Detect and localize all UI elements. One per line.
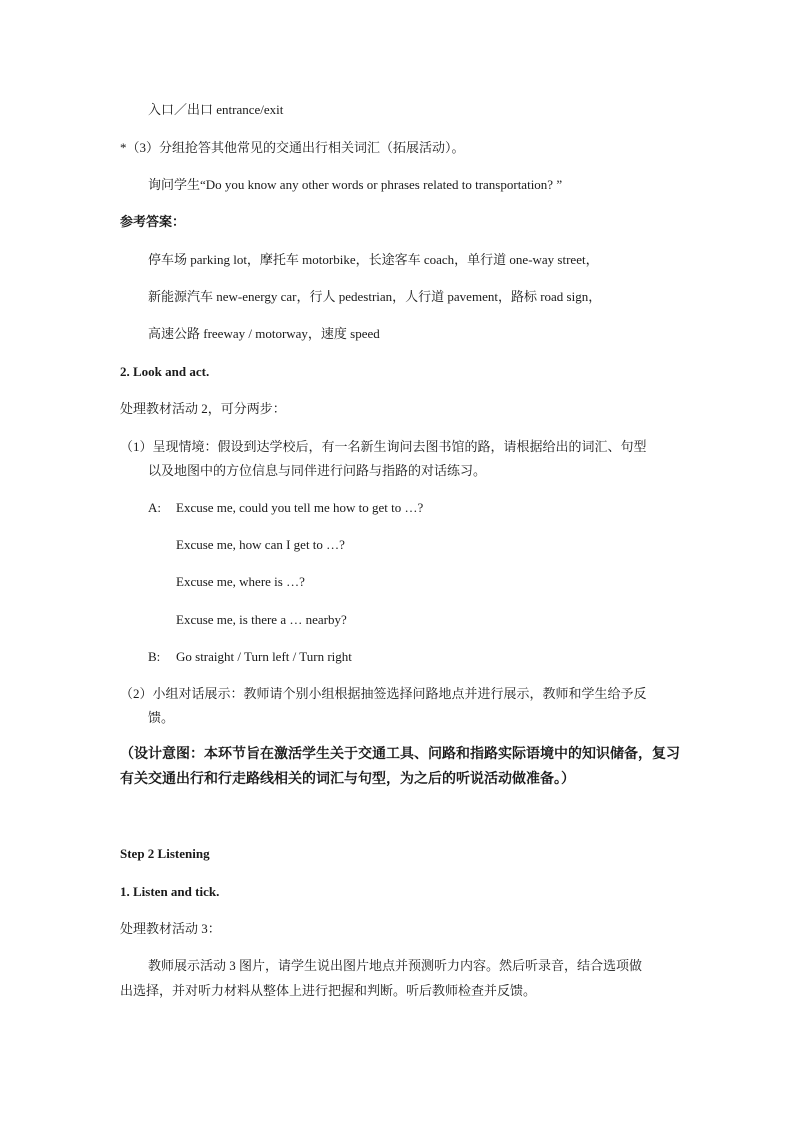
step-2-listening-heading: Step 2 Listening — [120, 846, 210, 861]
step-1-scenario-cont: 以及地图中的方位信息与同伴进行问路与指路的对话练习。 — [148, 463, 487, 478]
sentence-pattern-2: Excuse me, how can I get to …? — [176, 537, 345, 552]
vocab-line-2: 新能源汽车 new-energy car，行人 pedestrian，人行道 pavement，路标 road sign， — [148, 289, 602, 304]
sentence-pattern-directions: Go straight / Turn left / Turn right — [176, 649, 352, 664]
sentence-pattern-3: Excuse me, where is …? — [176, 574, 305, 589]
activity-3-instructions-cont: 出选择，并对听力材料从整体上进行把握和判断。听后教师检查并反馈。 — [120, 983, 537, 998]
reference-answers-heading: 参考答案： — [120, 214, 186, 229]
design-intent-line-2: 有关交通出行和行走路线相关的词汇与句型，为之后的听说活动做准备。） — [120, 772, 575, 787]
vocab-line-3: 高速公路 freeway / motorway，速度 speed — [148, 326, 380, 341]
vocab-line-1: 停车场 parking lot，摩托车 motorbike，长途客车 coach，单行道 one-way street， — [148, 252, 599, 267]
extension-activity-heading: *（3）分组抢答其他常见的交通出行相关词汇（拓展活动）。 — [120, 140, 465, 155]
speaker-b-label: B: — [148, 649, 161, 664]
section-look-and-act: 2. Look and act. — [120, 364, 210, 379]
sentence-pattern-1: Excuse me, could you tell me how to get to …? — [176, 500, 424, 515]
section-listen-and-tick: 1. Listen and tick. — [120, 884, 220, 899]
step-2-group-show-cont: 馈。 — [148, 710, 175, 725]
step-2-group-show: （2）小组对话展示：教师请个别小组根据抽签选择问路地点并进行展示，教师和学生给予反 — [120, 686, 647, 701]
activity-3-intro: 处理教材活动 3： — [120, 921, 221, 936]
activity-2-intro: 处理教材活动 2，可分两步： — [120, 401, 286, 416]
sentence-pattern-4: Excuse me, is there a … nearby? — [176, 612, 347, 627]
design-intent-line-1: （设计意图：本环节旨在激活学生关于交通工具、问路和指路实际语境中的知识储备，复习 — [120, 747, 680, 762]
vocab-entrance-exit: 入口／出口 entrance/exit — [148, 102, 284, 117]
teacher-question: 询问学生“Do you know any other words or phrases related to transportation? ” — [148, 177, 563, 192]
speaker-a-label: A: — [148, 500, 161, 515]
activity-3-instructions: 教师展示活动 3 图片，请学生说出图片地点并预测听力内容。然后听录音，结合选项做 — [148, 958, 643, 973]
step-1-scenario: （1）呈现情境：假设到达学校后，有一名新生询问去图书馆的路，请根据给出的词汇、句型 — [120, 439, 647, 454]
